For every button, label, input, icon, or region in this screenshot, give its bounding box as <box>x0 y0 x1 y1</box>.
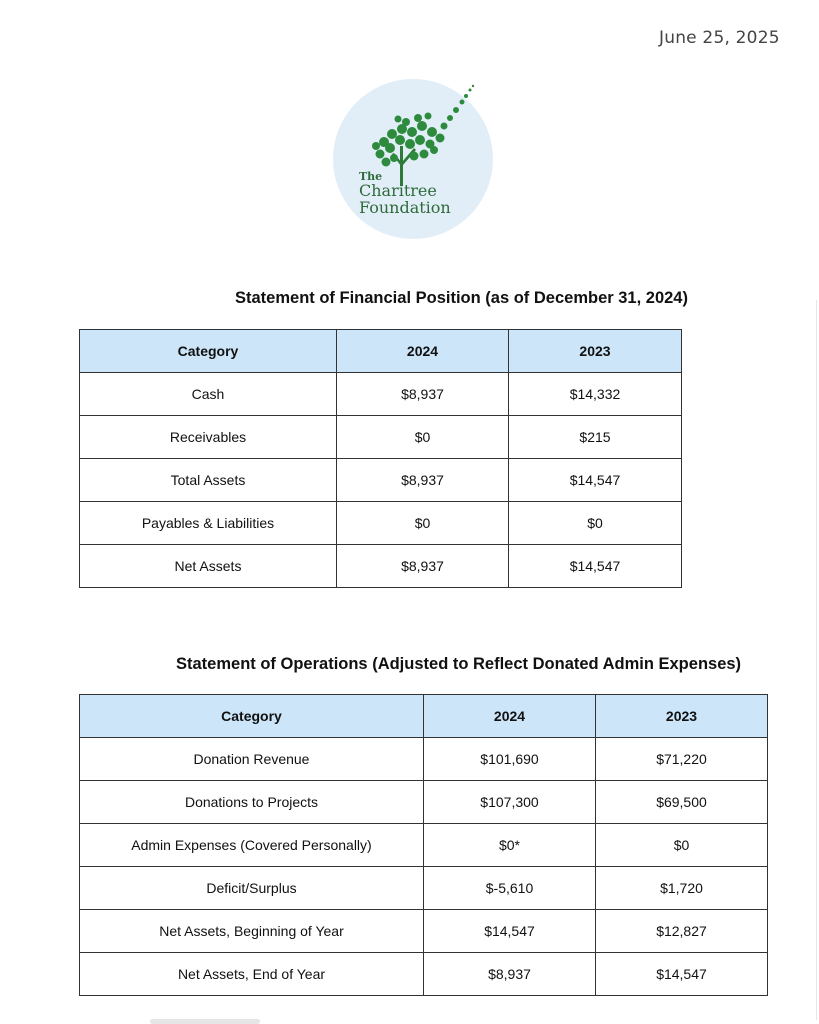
table-row <box>80 738 768 781</box>
document-date: June 25, 2025 <box>659 28 780 48</box>
logo-text-charitree: Charitree <box>359 181 437 200</box>
row-category: Net Assets <box>80 545 337 588</box>
row-category: Cash <box>80 373 337 416</box>
row-value-2023: $12,827 <box>596 910 768 953</box>
row-value-2024: $8,937 <box>337 545 509 588</box>
operations-title: Statement of Operations (Adjusted to Reflect Donated Admin Expenses) <box>176 655 742 673</box>
row-category: Net Assets, Beginning of Year <box>80 910 424 953</box>
table-row <box>80 781 768 824</box>
scroll-indicator[interactable] <box>150 1019 260 1024</box>
row-value-2024: $0 <box>337 416 509 459</box>
table-row <box>80 953 768 996</box>
row-value-2024: $0 <box>337 502 509 545</box>
table-row <box>80 867 768 910</box>
row-value-2023: $14,547 <box>509 459 682 502</box>
row-category: Admin Expenses (Covered Personally) <box>80 824 424 867</box>
row-value-2024: $8,937 <box>424 953 596 996</box>
row-value-2023: $14,547 <box>596 953 768 996</box>
financial-position-title: Statement of Financial Position (as of December 31, 2024) <box>235 289 688 307</box>
row-value-2023: $215 <box>509 416 682 459</box>
logo-text-the: The <box>359 170 383 183</box>
row-category: Receivables <box>80 416 337 459</box>
header-category: Category <box>80 695 424 738</box>
table-row <box>80 502 682 545</box>
row-category: Donations to Projects <box>80 781 424 824</box>
row-value-2024: $8,937 <box>337 459 509 502</box>
logo-graphic <box>332 74 494 244</box>
row-category: Total Assets <box>80 459 337 502</box>
row-value-2024: $0* <box>424 824 596 867</box>
operations-table <box>79 694 768 996</box>
table-row <box>80 824 768 867</box>
header-2024: 2024 <box>424 695 596 738</box>
table-row <box>80 373 682 416</box>
page-edge-divider <box>816 300 817 1020</box>
row-value-2024: $-5,610 <box>424 867 596 910</box>
row-value-2024: $8,937 <box>337 373 509 416</box>
header-2023: 2023 <box>596 695 768 738</box>
logo-text-foundation: Foundation <box>359 198 451 217</box>
row-value-2024: $14,547 <box>424 910 596 953</box>
table-row <box>80 459 682 502</box>
row-category: Net Assets, End of Year <box>80 953 424 996</box>
header-category: Category <box>80 330 337 373</box>
row-category: Payables & Liabilities <box>80 502 337 545</box>
row-value-2024: $107,300 <box>424 781 596 824</box>
charitree-logo <box>332 74 494 244</box>
row-value-2023: $1,720 <box>596 867 768 910</box>
row-value-2023: $0 <box>509 502 682 545</box>
table-header-row <box>80 330 682 373</box>
financial-position-table <box>79 329 682 588</box>
table-row <box>80 545 682 588</box>
row-value-2023: $69,500 <box>596 781 768 824</box>
header-2023: 2023 <box>509 330 682 373</box>
row-value-2023: $0 <box>596 824 768 867</box>
row-category: Deficit/Surplus <box>80 867 424 910</box>
table-row <box>80 416 682 459</box>
row-value-2023: $14,547 <box>509 545 682 588</box>
table-header-row <box>80 695 768 738</box>
row-value-2023: $14,332 <box>509 373 682 416</box>
row-value-2024: $101,690 <box>424 738 596 781</box>
row-value-2023: $71,220 <box>596 738 768 781</box>
table-row <box>80 910 768 953</box>
row-category: Donation Revenue <box>80 738 424 781</box>
header-2024: 2024 <box>337 330 509 373</box>
